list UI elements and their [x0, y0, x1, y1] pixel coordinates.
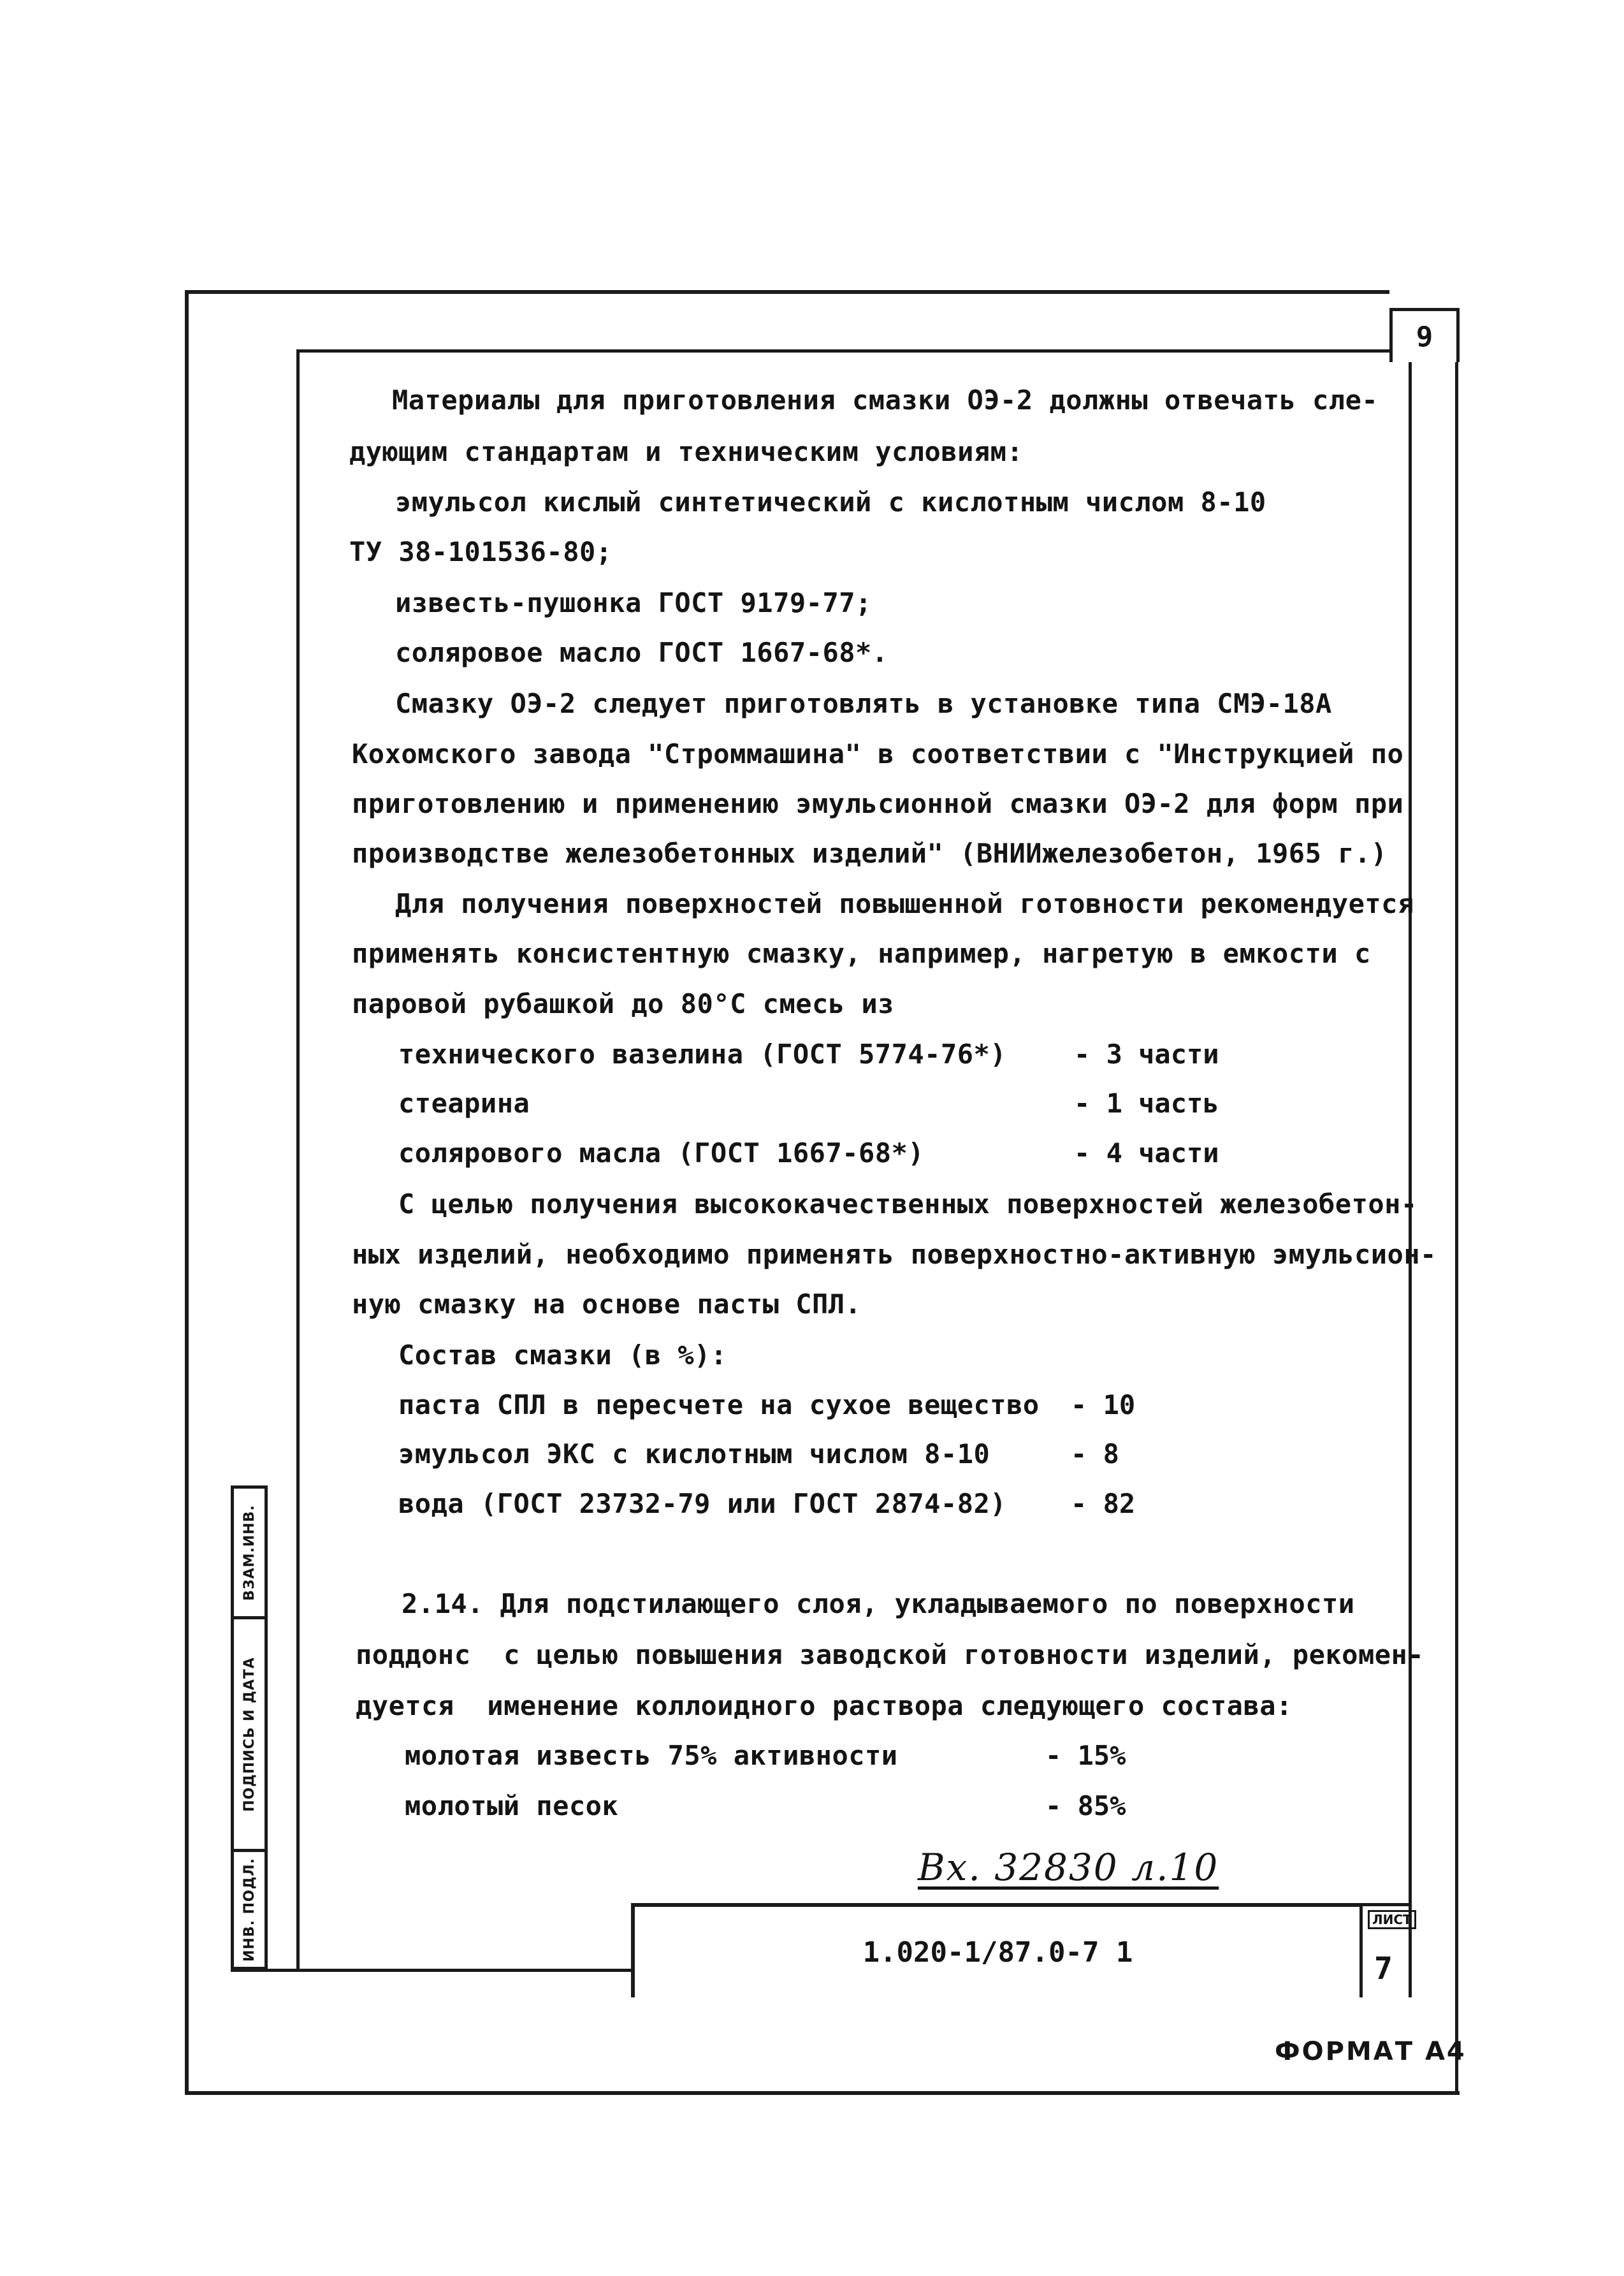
frame-right-line [1409, 362, 1412, 1908]
sheet-number: 7 [1374, 1951, 1393, 1987]
format-label: ФОРМАТ А4 [1275, 2037, 1467, 2066]
body-line: ТУ 38-101536-80; [349, 536, 613, 567]
side-stamp-cell-original-inv: ИНВ. ПОДЛ. [231, 1849, 268, 1970]
frame-top-line [185, 290, 1389, 294]
side-stamp-cell-signature-date: ПОДПИСЬ И ДАТА [231, 1616, 268, 1852]
mix-item-name: стеарина [398, 1088, 530, 1119]
mix-item-amount: - 4 части [1074, 1137, 1219, 1169]
mix-item-amount: - 82 [1071, 1488, 1136, 1519]
composition-title: Состав смазки (в %): [398, 1339, 727, 1371]
frame-bottom-line [185, 2091, 1460, 2095]
frame-inner-top-line [296, 349, 1389, 353]
mix-item-name: паста СПЛ в пересчете на сухое вещество [398, 1389, 1040, 1420]
body-line: соляровое масло ГОСТ 1667-68*. [395, 637, 888, 668]
body-line: производстве железобетонных изделий" (ВНИИжелезобетон, 1965 г.) [352, 838, 1388, 869]
mix-item-name: эмульсол ЭКС с кислотным числом 8-10 [398, 1438, 990, 1470]
handwritten-incoming-note: Вх. 32830 л.10 [918, 1846, 1219, 1889]
body-line: ных изделий, необходимо применять поверхностно-активную эмульсион- [352, 1239, 1437, 1270]
body-line: эмульсол кислый синтетический с кислотным числом 8-10 [395, 486, 1266, 518]
side-stamp-cell-replaced-inv: ВЗАМ.ИНВ. [231, 1485, 268, 1619]
body-line: 2.14. Для подстилающего слоя, укладываемого по поверхности [402, 1588, 1355, 1619]
frame-inner-left-line [296, 349, 300, 1969]
body-line: дуется именение коллоидного раствора следующего состава: [356, 1690, 1293, 1721]
mix-item-amount: - 10 [1071, 1389, 1136, 1420]
body-line: Смазку ОЭ-2 следует приготовлять в установке типа СМЭ-18А [395, 688, 1332, 719]
body-line: Кохомского завода "Строммашина" в соответствии с "Инструкцией по [352, 738, 1404, 770]
body-line: ную смазку на основе пасты СПЛ. [352, 1288, 862, 1320]
mix-item-amount: - 3 части [1074, 1039, 1219, 1070]
body-line: поддонс с целью повышения заводской готовности изделий, рекомен- [356, 1639, 1425, 1670]
body-line: С целью получения высококачественных поверхностей железобетон- [398, 1188, 1417, 1220]
body-line: дующим стандартам и техническим условиям: [349, 436, 1024, 467]
mix-item-amount: - 1 часть [1074, 1088, 1219, 1119]
body-line: Для получения поверхностей повышенной готовности рекомендуется [395, 888, 1414, 919]
mix-item-amount: - 8 [1071, 1438, 1119, 1470]
frame-stamp-bottom-line [231, 1969, 632, 1972]
body-line: паровой рубашкой до 80°С смесь из [352, 988, 894, 1019]
frame-right-outer-line [1455, 362, 1458, 2091]
mix-item-name: вода (ГОСТ 23732-79 или ГОСТ 2874-82) [398, 1488, 1007, 1519]
page-number: 9 [1389, 308, 1460, 362]
body-line: приготовлению и применению эмульсионной смазки ОЭ-2 для форм при [352, 788, 1404, 819]
frame-left-line [185, 290, 189, 2094]
sheet-cell [1359, 1903, 1412, 1997]
mix-item-amount: - 85% [1045, 1790, 1126, 1821]
body-line: известь-пушонка ГОСТ 9179-77; [395, 587, 872, 618]
body-line: Материалы для приготовления смазки ОЭ-2 должны отвечать сле- [392, 384, 1379, 416]
sheet-label: ЛИСТ [1368, 1910, 1416, 1929]
mix-item-name: солярового масла (ГОСТ 1667-68*) [398, 1137, 925, 1169]
mix-item-name: молотый песок [405, 1790, 619, 1821]
body-line: применять консистентную смазку, например, нагретую в емкости с [352, 938, 1371, 969]
mix-item-amount: - 15% [1045, 1740, 1126, 1771]
mix-item-name: молотая известь 75% активности [405, 1740, 898, 1771]
mix-item-name: технического вазелина (ГОСТ 5774-76*) [398, 1039, 1007, 1070]
title-block-code: 1.020-1/87.0-7 1 [631, 1903, 1361, 1997]
